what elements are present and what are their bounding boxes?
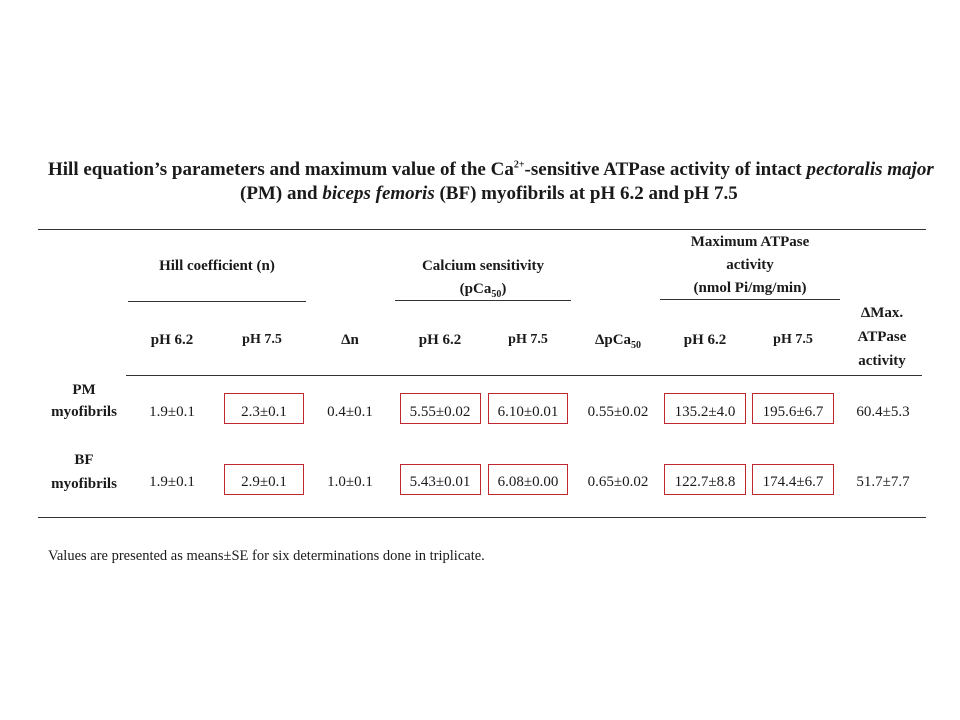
title-text-b: -sensitive ATPase activity of intact: [524, 159, 807, 180]
col-hill-ph75: pH 7.5: [242, 332, 282, 347]
table-cell: 1.0±0.1: [327, 474, 373, 490]
highlight-box: [400, 464, 481, 495]
group-header-calcium-2: [395, 281, 571, 298]
table-cell: 1.9±0.1: [149, 404, 195, 420]
col-ca-ph75: pH 7.5: [508, 332, 548, 347]
group-rule-atpase: [660, 299, 840, 300]
title-italic-species-2: biceps femoris: [322, 183, 435, 204]
col-atp-ph75: pH 7.5: [773, 332, 813, 347]
table-title-line-1: [48, 158, 934, 182]
group-rule-calcium: [395, 300, 571, 301]
col-ca-ph62: pH 6.2: [418, 332, 462, 348]
table-cell: 0.4±0.1: [327, 404, 373, 420]
table-title-line-2: [240, 182, 738, 206]
row-label-pm: PM: [72, 382, 96, 398]
calcium-unit-text: (pCa: [459, 281, 492, 297]
col-delta-pca: [576, 332, 660, 349]
table-cell: 195.6±6.7: [762, 404, 824, 420]
highlight-box: [752, 393, 834, 424]
col-atp-ph62: pH 6.2: [683, 332, 727, 348]
title-text-c: (PM) and: [240, 183, 323, 204]
table-cell: 6.08±0.00: [497, 474, 559, 490]
col-delta-n: Δn: [341, 332, 359, 348]
table-cell: 0.65±0.02: [587, 474, 649, 490]
header-bottom-rule: [126, 375, 922, 376]
table-cell: 2.9±0.1: [241, 474, 287, 490]
group-header-atpase-1: Maximum ATPase: [690, 234, 810, 250]
table-cell: 0.55±0.02: [587, 404, 649, 420]
table-cell: 6.10±0.01: [497, 404, 559, 420]
title-text-d: (BF) myofibrils at pH 6.2 and pH 7.5: [434, 183, 738, 204]
row-label-bf-sub: myofibrils: [51, 476, 117, 492]
delta-pca-text: ΔpCa: [594, 332, 632, 348]
highlight-box: [224, 393, 304, 424]
table-cell: 135.2±4.0: [674, 404, 736, 420]
title-italic-species: pectoralis major: [806, 159, 934, 180]
col-delta-max-1: ΔMax.: [860, 305, 904, 321]
table-cell: 51.7±7.7: [856, 474, 910, 490]
highlight-box: [664, 393, 746, 424]
delta-pca-sub: 50: [631, 340, 642, 351]
highlight-box: [752, 464, 834, 495]
table-cell: 5.55±0.02: [409, 404, 471, 420]
title-superscript: 2+: [513, 159, 525, 171]
group-rule-hill: [128, 301, 306, 302]
highlight-box: [224, 464, 304, 495]
highlight-box: [400, 393, 481, 424]
table-footnote: Values are presented as means±SE for six determinations done in triplicate.: [48, 548, 485, 564]
table-cell: 174.4±6.7: [762, 474, 824, 490]
row-label-pm-sub: myofibrils: [51, 404, 117, 420]
table-cell: 122.7±8.8: [674, 474, 736, 490]
col-delta-max-2: ATPase: [857, 329, 907, 345]
table-cell: 60.4±5.3: [856, 404, 910, 420]
group-header-calcium-1: Calcium sensitivity: [421, 258, 545, 274]
calcium-unit-close: ): [501, 281, 507, 297]
highlight-box: [488, 464, 568, 495]
calcium-unit-sub: 50: [491, 289, 502, 300]
table-top-rule: [38, 229, 926, 230]
table-bottom-rule: [38, 517, 926, 518]
group-header-hill: Hill coefficient (n): [159, 258, 275, 274]
col-hill-ph62: pH 6.2: [150, 332, 194, 348]
col-delta-max-3: activity: [858, 353, 906, 369]
table-cell: 5.43±0.01: [409, 474, 471, 490]
highlight-box: [488, 393, 568, 424]
group-header-atpase-3: (nmol Pi/mg/min): [693, 280, 807, 296]
table-cell: 1.9±0.1: [149, 474, 195, 490]
table-cell: 2.3±0.1: [241, 404, 287, 420]
highlight-box: [664, 464, 746, 495]
title-text-a: Hill equation’s parameters and maximum value of the Ca: [48, 159, 514, 180]
row-label-bf: BF: [74, 452, 94, 468]
group-header-atpase-2: activity: [726, 257, 774, 273]
